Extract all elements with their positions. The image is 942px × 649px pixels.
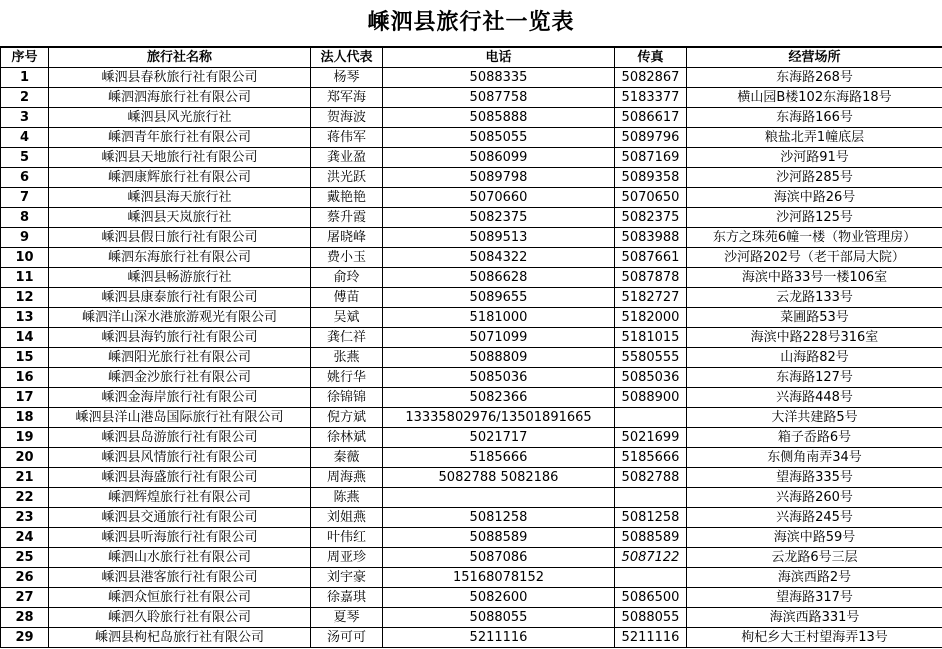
cell-address[interactable]: 海滨中路26号	[687, 188, 942, 208]
cell-legal-rep[interactable]: 洪光跃	[311, 168, 383, 188]
cell-agency-name[interactable]: 嵊泗县海钓旅行社有限公司	[49, 328, 311, 348]
cell-address[interactable]: 箱子岙路6号	[687, 428, 942, 448]
cell-fax[interactable]: 5082375	[615, 208, 687, 228]
cell-legal-rep[interactable]: 周海燕	[311, 468, 383, 488]
cell-agency-name[interactable]: 嵊泗县岛游旅行社有限公司	[49, 428, 311, 448]
cell-fax[interactable]: 5580555	[615, 348, 687, 368]
cell-agency-name[interactable]: 嵊泗县海盛旅行社有限公司	[49, 468, 311, 488]
cell-agency-name[interactable]: 嵊泗山水旅行社有限公司	[49, 548, 311, 568]
table-row	[1, 408, 942, 428]
header-no[interactable]: 序号	[1, 48, 49, 68]
cell-legal-rep[interactable]: 秦薇	[311, 448, 383, 468]
sheet-title: 嵊泗县旅行社一览表	[0, 0, 942, 47]
cell-agency-name[interactable]: 嵊泗县港客旅行社有限公司	[49, 568, 311, 588]
cell-phone[interactable]: 5085888	[383, 108, 615, 128]
cell-phone[interactable]: 5070660	[383, 188, 615, 208]
cell-legal-rep[interactable]: 吴斌	[311, 308, 383, 328]
cell-fax[interactable]: 5089796	[615, 128, 687, 148]
cell-phone[interactable]: 5087758	[383, 88, 615, 108]
table-row	[1, 88, 942, 108]
cell-phone[interactable]: 5088589	[383, 528, 615, 548]
cell-agency-name[interactable]: 嵊泗东海旅行社有限公司	[49, 248, 311, 268]
table-row	[1, 428, 942, 448]
cell-phone[interactable]: 5085055	[383, 128, 615, 148]
cell-legal-rep[interactable]: 俞玲	[311, 268, 383, 288]
cell-fax[interactable]: 5088900	[615, 388, 687, 408]
cell-no[interactable]: 4	[1, 128, 49, 148]
cell-no[interactable]: 15	[1, 348, 49, 368]
cell-fax[interactable]: 5082867	[615, 68, 687, 88]
cell-legal-rep[interactable]: 周亚珍	[311, 548, 383, 568]
cell-agency-name[interactable]: 嵊泗县风光旅行社	[49, 108, 311, 128]
cell-address[interactable]: 沙河路91号	[687, 148, 942, 168]
cell-legal-rep[interactable]: 傅苗	[311, 288, 383, 308]
cell-fax[interactable]: 5070650	[615, 188, 687, 208]
cell-no[interactable]: 23	[1, 508, 49, 528]
cell-legal-rep[interactable]: 刘姐燕	[311, 508, 383, 528]
cell-phone[interactable]: 5086099	[383, 148, 615, 168]
table-row	[1, 548, 942, 568]
cell-phone[interactable]	[383, 488, 615, 508]
cell-no[interactable]: 8	[1, 208, 49, 228]
cell-no[interactable]: 16	[1, 368, 49, 388]
cell-no[interactable]: 6	[1, 168, 49, 188]
cell-fax[interactable]: 5087878	[615, 268, 687, 288]
cell-legal-rep[interactable]: 贺海波	[311, 108, 383, 128]
table-row	[1, 328, 942, 348]
cell-address[interactable]: 望海路335号	[687, 468, 942, 488]
header-address[interactable]: 经营场所	[687, 48, 942, 68]
table-body	[1, 68, 942, 648]
cell-agency-name[interactable]: 嵊泗众恒旅行社有限公司	[49, 588, 311, 608]
cell-fax[interactable]	[615, 568, 687, 588]
cell-address[interactable]: 海滨中路33号一楼106室	[687, 268, 942, 288]
cell-phone[interactable]: 5088809	[383, 348, 615, 368]
cell-phone[interactable]: 5089655	[383, 288, 615, 308]
cell-agency-name[interactable]: 嵊泗县听海旅行社有限公司	[49, 528, 311, 548]
cell-legal-rep[interactable]: 叶伟红	[311, 528, 383, 548]
cell-agency-name[interactable]: 嵊泗县风情旅行社有限公司	[49, 448, 311, 468]
cell-legal-rep[interactable]: 徐嘉琪	[311, 588, 383, 608]
header-fax[interactable]: 传真	[615, 48, 687, 68]
cell-legal-rep[interactable]: 汤可可	[311, 628, 383, 648]
cell-fax[interactable]: 5182000	[615, 308, 687, 328]
cell-address[interactable]: 横山园B楼102东海路18号	[687, 88, 942, 108]
cell-address[interactable]: 菜圃路53号	[687, 308, 942, 328]
cell-no[interactable]: 3	[1, 108, 49, 128]
cell-phone[interactable]: 5082600	[383, 588, 615, 608]
cell-address[interactable]: 云龙路6号三层	[687, 548, 942, 568]
table-row	[1, 508, 942, 528]
cell-phone[interactable]: 13335802976/13501891665	[383, 408, 615, 428]
cell-address[interactable]: 海滨西路2号	[687, 568, 942, 588]
cell-fax[interactable]: 5082788	[615, 468, 687, 488]
table-row	[1, 188, 942, 208]
table-row	[1, 208, 942, 228]
table-row	[1, 68, 942, 88]
cell-no[interactable]: 2	[1, 88, 49, 108]
cell-address[interactable]: 沙河路125号	[687, 208, 942, 228]
cell-phone[interactable]: 5088055	[383, 608, 615, 628]
cell-no[interactable]: 17	[1, 388, 49, 408]
cell-phone[interactable]: 5084322	[383, 248, 615, 268]
cell-phone[interactable]: 5087086	[383, 548, 615, 568]
cell-agency-name[interactable]: 嵊泗县天岚旅行社	[49, 208, 311, 228]
cell-fax[interactable]: 5182727	[615, 288, 687, 308]
cell-address[interactable]: 望海路317号	[687, 588, 942, 608]
cell-agency-name[interactable]: 嵊泗金沙旅行社有限公司	[49, 368, 311, 388]
cell-address[interactable]: 海滨西路331号	[687, 608, 942, 628]
cell-agency-name[interactable]: 嵊泗金海岸旅行社有限公司	[49, 388, 311, 408]
cell-agency-name[interactable]: 嵊泗县假日旅行社有限公司	[49, 228, 311, 248]
cell-phone[interactable]: 5085036	[383, 368, 615, 388]
cell-fax[interactable]: 5088589	[615, 528, 687, 548]
cell-fax[interactable]: 5086500	[615, 588, 687, 608]
cell-fax[interactable]: 5086617	[615, 108, 687, 128]
table-row	[1, 308, 942, 328]
cell-legal-rep[interactable]: 戴艳艳	[311, 188, 383, 208]
cell-fax[interactable]: 5021699	[615, 428, 687, 448]
cell-phone[interactable]: 5181000	[383, 308, 615, 328]
cell-fax[interactable]: 5089358	[615, 168, 687, 188]
header-row	[1, 48, 942, 68]
cell-agency-name[interactable]: 嵊泗县天地旅行社有限公司	[49, 148, 311, 168]
table-row	[1, 248, 942, 268]
cell-no[interactable]: 29	[1, 628, 49, 648]
cell-agency-name[interactable]: 嵊泗县春秋旅行社有限公司	[49, 68, 311, 88]
cell-address[interactable]: 兴海路245号	[687, 508, 942, 528]
cell-legal-rep[interactable]: 倪方斌	[311, 408, 383, 428]
cell-legal-rep[interactable]: 张燕	[311, 348, 383, 368]
cell-phone[interactable]: 5185666	[383, 448, 615, 468]
table-row	[1, 168, 942, 188]
cell-phone[interactable]: 15168078152	[383, 568, 615, 588]
cell-legal-rep[interactable]: 郑军海	[311, 88, 383, 108]
table-row	[1, 108, 942, 128]
cell-fax[interactable]: 5211116	[615, 628, 687, 648]
cell-fax[interactable]	[615, 408, 687, 428]
table-row	[1, 628, 942, 648]
cell-no[interactable]: 10	[1, 248, 49, 268]
cell-address[interactable]: 枸杞乡大王村望海弄13号	[687, 628, 942, 648]
cell-address[interactable]: 海滨中路228号316室	[687, 328, 942, 348]
table-row	[1, 528, 942, 548]
cell-agency-name[interactable]: 嵊泗县洋山港岛国际旅行社有限公司	[49, 408, 311, 428]
cell-agency-name[interactable]: 嵊泗县海天旅行社	[49, 188, 311, 208]
cell-phone[interactable]: 5071099	[383, 328, 615, 348]
cell-agency-name[interactable]: 嵊泗泗海旅行社有限公司	[49, 88, 311, 108]
cell-fax[interactable]: 5087661	[615, 248, 687, 268]
cell-no[interactable]: 12	[1, 288, 49, 308]
cell-agency-name[interactable]: 嵊泗青年旅行社有限公司	[49, 128, 311, 148]
cell-no[interactable]: 21	[1, 468, 49, 488]
cell-fax[interactable]: 5087122	[615, 548, 687, 568]
cell-phone[interactable]: 5082788 5082186	[383, 468, 615, 488]
cell-address[interactable]: 粮盐北弄1幢底层	[687, 128, 942, 148]
cell-address[interactable]: 海滨中路59号	[687, 528, 942, 548]
cell-no[interactable]: 19	[1, 428, 49, 448]
cell-fax[interactable]: 5088055	[615, 608, 687, 628]
cell-legal-rep[interactable]: 姚行华	[311, 368, 383, 388]
cell-phone[interactable]: 5082366	[383, 388, 615, 408]
cell-phone[interactable]: 5089513	[383, 228, 615, 248]
cell-no[interactable]: 9	[1, 228, 49, 248]
cell-legal-rep[interactable]: 杨琴	[311, 68, 383, 88]
cell-agency-name[interactable]: 嵊泗洋山深水港旅游观光有限公司	[49, 308, 311, 328]
table-row	[1, 488, 942, 508]
cell-no[interactable]: 25	[1, 548, 49, 568]
cell-no[interactable]: 5	[1, 148, 49, 168]
cell-agency-name[interactable]: 嵊泗县枸杞岛旅行社有限公司	[49, 628, 311, 648]
cell-agency-name[interactable]: 嵊泗县交通旅行社有限公司	[49, 508, 311, 528]
cell-no[interactable]: 28	[1, 608, 49, 628]
cell-fax[interactable]: 5085036	[615, 368, 687, 388]
table-row	[1, 568, 942, 588]
cell-agency-name[interactable]: 嵊泗辉煌旅行社有限公司	[49, 488, 311, 508]
cell-legal-rep[interactable]: 费小玉	[311, 248, 383, 268]
cell-legal-rep[interactable]: 徐锦锦	[311, 388, 383, 408]
cell-address[interactable]: 云龙路133号	[687, 288, 942, 308]
cell-no[interactable]: 7	[1, 188, 49, 208]
cell-fax[interactable]: 5183377	[615, 88, 687, 108]
cell-legal-rep[interactable]: 蒋伟军	[311, 128, 383, 148]
cell-phone[interactable]: 5081258	[383, 508, 615, 528]
cell-address[interactable]: 沙河路285号	[687, 168, 942, 188]
cell-phone[interactable]: 5089798	[383, 168, 615, 188]
table-row	[1, 148, 942, 168]
agency-table	[0, 47, 942, 648]
cell-legal-rep[interactable]: 屠晓峰	[311, 228, 383, 248]
cell-fax[interactable]: 5081258	[615, 508, 687, 528]
cell-no[interactable]: 20	[1, 448, 49, 468]
cell-no[interactable]: 14	[1, 328, 49, 348]
cell-address[interactable]: 兴海路448号	[687, 388, 942, 408]
table-row	[1, 128, 942, 148]
cell-agency-name[interactable]: 嵊泗县康泰旅行社有限公司	[49, 288, 311, 308]
cell-no[interactable]: 24	[1, 528, 49, 548]
table-row	[1, 448, 942, 468]
cell-legal-rep[interactable]: 龚仁祥	[311, 328, 383, 348]
header-rep[interactable]: 法人代表	[311, 48, 383, 68]
cell-fax[interactable]: 5083988	[615, 228, 687, 248]
cell-address[interactable]: 东侧角南弄34号	[687, 448, 942, 468]
cell-no[interactable]: 26	[1, 568, 49, 588]
cell-legal-rep[interactable]: 刘宇豪	[311, 568, 383, 588]
cell-address[interactable]: 山海路82号	[687, 348, 942, 368]
cell-no[interactable]: 11	[1, 268, 49, 288]
cell-agency-name[interactable]: 嵊泗久聆旅行社有限公司	[49, 608, 311, 628]
cell-legal-rep[interactable]: 夏琴	[311, 608, 383, 628]
cell-fax[interactable]: 5181015	[615, 328, 687, 348]
cell-legal-rep[interactable]: 陈燕	[311, 488, 383, 508]
cell-agency-name[interactable]: 嵊泗阳光旅行社有限公司	[49, 348, 311, 368]
cell-phone[interactable]: 5086628	[383, 268, 615, 288]
cell-agency-name[interactable]: 嵊泗县畅游旅行社	[49, 268, 311, 288]
table-row	[1, 288, 942, 308]
cell-address[interactable]: 兴海路260号	[687, 488, 942, 508]
cell-no[interactable]: 18	[1, 408, 49, 428]
cell-phone[interactable]: 5211116	[383, 628, 615, 648]
cell-address[interactable]: 大洋共建路5号	[687, 408, 942, 428]
table-row	[1, 228, 942, 248]
table-row	[1, 468, 942, 488]
cell-fax[interactable]: 5185666	[615, 448, 687, 468]
cell-phone[interactable]: 5088335	[383, 68, 615, 88]
table-row	[1, 368, 942, 388]
cell-phone[interactable]: 5082375	[383, 208, 615, 228]
cell-address[interactable]: 东海路166号	[687, 108, 942, 128]
cell-no[interactable]: 22	[1, 488, 49, 508]
cell-address[interactable]: 沙河路202号（老干部局大院）	[687, 248, 942, 268]
header-name[interactable]: 旅行社名称	[49, 48, 311, 68]
cell-no[interactable]: 1	[1, 68, 49, 88]
cell-no[interactable]: 27	[1, 588, 49, 608]
table-row	[1, 608, 942, 628]
cell-legal-rep[interactable]: 徐林斌	[311, 428, 383, 448]
cell-legal-rep[interactable]: 龚业盈	[311, 148, 383, 168]
cell-agency-name[interactable]: 嵊泗康辉旅行社有限公司	[49, 168, 311, 188]
cell-address[interactable]: 东海路268号	[687, 68, 942, 88]
cell-fax[interactable]: 5087169	[615, 148, 687, 168]
table-row	[1, 268, 942, 288]
table-row	[1, 388, 942, 408]
table-row	[1, 588, 942, 608]
cell-fax[interactable]	[615, 488, 687, 508]
table-row	[1, 348, 942, 368]
cell-legal-rep[interactable]: 蔡升霞	[311, 208, 383, 228]
cell-address[interactable]: 东海路127号	[687, 368, 942, 388]
cell-address[interactable]: 东方之珠苑6幢一楼（物业管理房）	[687, 228, 942, 248]
cell-no[interactable]: 13	[1, 308, 49, 328]
header-phone[interactable]: 电话	[383, 48, 615, 68]
cell-phone[interactable]: 5021717	[383, 428, 615, 448]
